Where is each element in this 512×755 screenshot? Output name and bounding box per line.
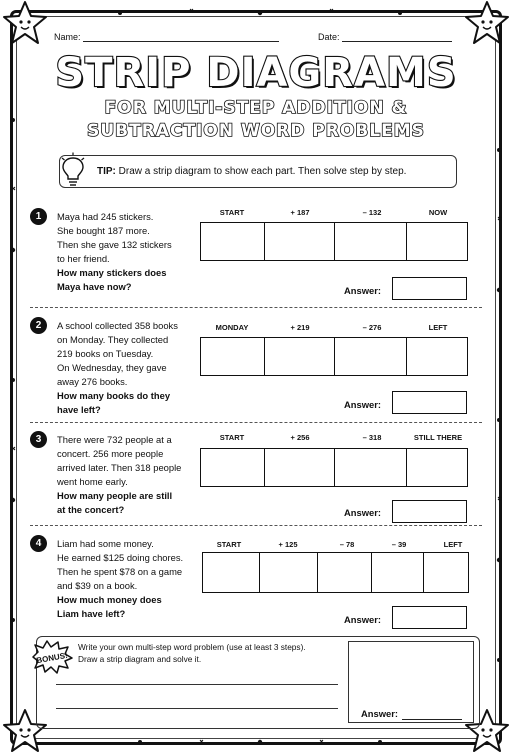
date-label: Date: [318,32,340,42]
divider [30,422,482,423]
strip-segment[interactable] [335,449,407,486]
name-field[interactable] [54,32,279,42]
answer-label: Answer: [344,614,381,625]
divider [30,307,482,308]
page-subtitle-line2: SUBTRACTION WORD PROBLEMS [87,121,425,141]
tip-text [97,166,406,177]
date-line[interactable] [342,33,452,42]
strip-segment[interactable] [201,449,265,486]
strip-label: MONDAY [215,323,249,332]
answer-box[interactable] [392,277,467,300]
problem-line: went home early. [57,476,128,487]
problem-line: on Monday. They collected [57,334,169,345]
strip-diagram[interactable] [202,552,469,593]
strip-segment[interactable] [318,553,372,592]
strip-label: LEFT [428,323,448,332]
strip-label: NOW [428,208,448,217]
strip-segment[interactable] [265,449,335,486]
problem-line: Then he spent $78 on a game [57,566,183,577]
problem-question: How much money does [57,594,162,605]
problem-line: There were 732 people at a [57,434,172,445]
strip-segment[interactable] [372,553,424,592]
problem-text [57,537,197,621]
strip-segment[interactable] [407,223,467,260]
problem-line: Maya had 245 stickers. [57,211,154,222]
bonus-answer-line[interactable] [402,719,462,720]
tip-label: TIP: [97,166,116,177]
strip-label: – 276 [362,323,382,332]
problem-number: 4 [30,535,47,552]
problem-line: to her friend. [57,253,110,264]
answer-box[interactable] [392,391,467,414]
problem-text [57,433,197,517]
bonus-badge [30,640,74,674]
star-icon [464,0,510,46]
problem-question: Liam have left? [57,608,126,619]
problem-line: concert. 256 more people [57,448,164,459]
problem-text [57,210,197,294]
strip-label: – 318 [362,433,382,442]
problem-question: have left? [57,404,101,415]
strip-diagram[interactable] [200,222,468,261]
bonus-badge-text: BONUS! [35,650,69,666]
problem-number: 2 [30,317,47,334]
answer-label: Answer: [344,399,381,410]
problem-line: He earned $125 doing chores. [57,552,184,563]
strip-diagram[interactable] [200,448,468,487]
strip-segment[interactable] [260,553,318,592]
problem-line: away 276 books. [57,376,128,387]
name-label: Name: [54,32,81,42]
strip-label: LEFT [443,540,463,549]
answer-label: Answer: [344,507,381,518]
strip-label: – 39 [391,540,407,549]
bonus-line: Draw a strip diagram and solve it. [78,654,202,664]
strip-label: – 132 [362,208,382,217]
problem-text [57,319,197,417]
strip-segment[interactable] [335,338,407,375]
writing-line[interactable] [56,684,338,685]
bonus-line: Write your own multi-step word problem (use at least 3 steps). [78,642,306,652]
strip-label: + 219 [290,323,310,332]
strip-diagram[interactable] [200,337,468,376]
problem-number: 3 [30,431,47,448]
problem-question: at the concert? [57,504,125,515]
star-icon [2,0,48,46]
problem-line: A school collected 358 books [57,320,178,331]
strip-segment[interactable] [201,223,265,260]
problem-question: How many people are still [57,490,173,501]
strip-label: STILL THERE [413,433,463,442]
problem-line: On Wednesday, they gave [57,362,167,373]
strip-segment[interactable] [265,223,335,260]
problem-line: 219 books on Tuesday. [57,348,154,359]
strip-label: + 187 [290,208,310,217]
problem-line: Liam had some money. [57,538,154,549]
divider [30,525,482,526]
answer-box[interactable] [392,606,467,629]
strip-segment[interactable] [407,338,467,375]
strip-segment[interactable] [407,449,467,486]
strip-segment[interactable] [203,553,260,592]
strip-segment[interactable] [201,338,265,375]
strip-label: START [219,433,245,442]
problem-number: 1 [30,208,47,225]
bonus-answer-label: Answer: [361,708,398,719]
page-title: STRIP DIAGRAMS [55,50,457,96]
strip-label: START [219,208,245,217]
page-subtitle-line1: FOR MULTI-STEP ADDITION & [104,98,408,118]
problem-question: How many stickers does [57,267,167,278]
name-line[interactable] [83,33,279,42]
problem-question: Maya have now? [57,281,132,292]
strip-segment[interactable] [424,553,468,592]
date-field[interactable] [318,32,452,42]
bonus-instructions [78,641,348,665]
problem-question: How many books do they [57,390,171,401]
strip-segment[interactable] [335,223,407,260]
writing-line[interactable] [56,708,338,709]
tip-body: Draw a strip diagram to show each part. Then solve step by step. [118,166,407,177]
strip-label: + 256 [290,433,310,442]
problem-line: Then she gave 132 stickers [57,239,172,250]
problem-line: She bought 187 more. [57,225,150,236]
strip-label: + 125 [278,540,298,549]
strip-segment[interactable] [265,338,335,375]
strip-label: START [216,540,242,549]
problem-line: and $39 on a book. [57,580,138,591]
lightbulb-icon [60,152,86,188]
strip-label: – 78 [339,540,355,549]
answer-box[interactable] [392,500,467,523]
problem-line: arrived later. Then 318 people [57,462,182,473]
answer-label: Answer: [344,285,381,296]
